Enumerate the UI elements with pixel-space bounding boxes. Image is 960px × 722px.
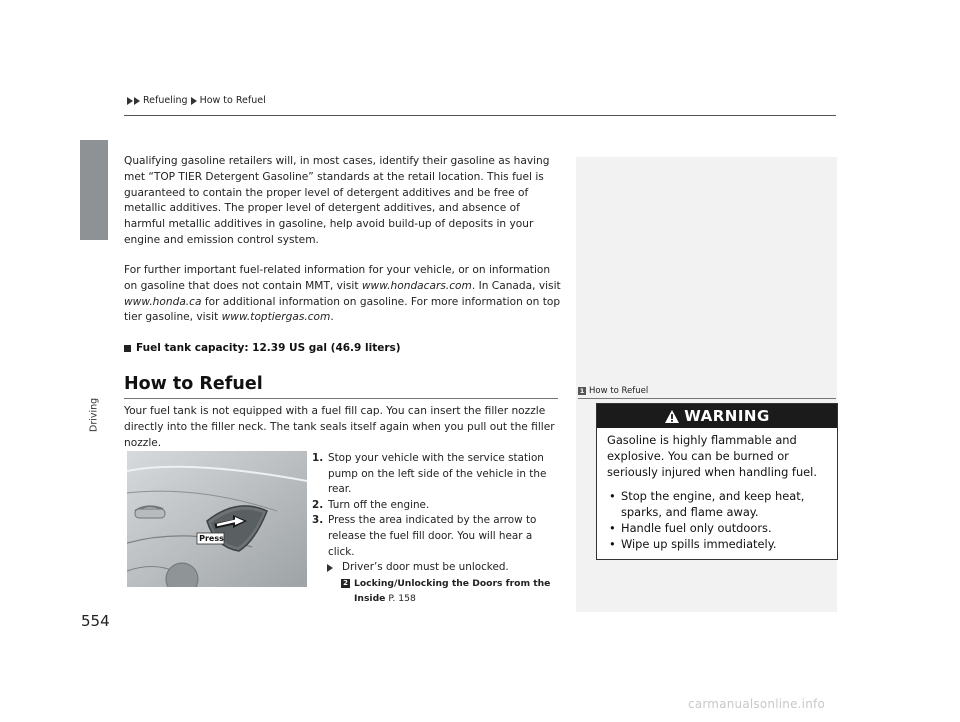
breadcrumb <box>124 95 266 106</box>
info-text: . <box>330 311 334 324</box>
step-text: Turn off the engine. <box>328 498 430 511</box>
cross-reference-title[interactable]: Locking/Unlocking the Doors from the Inside <box>354 577 551 604</box>
refuel-steps <box>312 451 558 606</box>
list-item: • Wipe up spills immediately. <box>607 536 832 552</box>
page-number: 554 <box>81 612 110 630</box>
step-note <box>312 560 558 576</box>
warning-header <box>597 404 837 428</box>
warning-body <box>607 432 832 552</box>
warning-list <box>607 488 832 552</box>
warning-box <box>596 403 838 560</box>
info-paragraph <box>124 263 564 326</box>
info-text: For further important fuel-related information for your vehicle, or on information on gasoline that does not contain MMT, visit <box>124 264 551 292</box>
breadcrumb-section: Refueling <box>143 95 188 106</box>
link-hondacars[interactable]: www.hondacars.com <box>361 279 472 292</box>
cross-reference[interactable] <box>312 576 558 606</box>
header-rule <box>124 115 836 116</box>
warning-triangle-icon <box>664 409 680 424</box>
info-text: . In Canada, visit <box>471 279 561 292</box>
car-rear-quarter-icon <box>127 451 307 587</box>
breadcrumb-arrow-icon <box>127 97 133 105</box>
fuel-capacity-text: Fuel tank capacity: 12.39 US gal (46.9 liters) <box>136 342 401 354</box>
list-item <box>312 513 558 560</box>
fuel-capacity-heading <box>124 342 401 354</box>
section-rule <box>124 398 558 399</box>
list-item: • Stop the engine, and keep heat, sparks, and flame away. <box>607 488 832 520</box>
note-arrow-icon <box>327 564 333 572</box>
warning-heading: WARNING <box>684 407 770 425</box>
reference-tag-text: How to Refuel <box>589 386 649 396</box>
info-text: for additional information on gasoline. For more information on top tier gasoline, visit <box>124 295 561 324</box>
breadcrumb-subsection: How to Refuel <box>199 95 266 106</box>
link-honda-ca[interactable]: www.honda.ca <box>124 295 202 308</box>
step-number: 3. <box>312 514 324 527</box>
press-label: Press <box>199 534 224 543</box>
reference-rule <box>578 398 836 399</box>
breadcrumb-arrow-icon <box>191 97 197 105</box>
chapter-label: Driving <box>88 397 100 433</box>
intro-paragraph: Qualifying gasoline retailers will, in most cases, identify their gasoline as having met “TOP TIER Detergent Gasoline” standards at the retail location. This fuel is guaranteed to contain the proper level of detergent additives and be free of metallic additives. The proper level of detergent additives, and absence of harmful metallic additives in gasoline, help avoid build-up of deposits in your engine and emission control system. <box>124 155 550 246</box>
breadcrumb-arrow-icon <box>134 97 140 105</box>
fuel-door-illustration <box>127 451 307 587</box>
cross-reference-page: P. 158 <box>388 592 416 604</box>
warning-text: Gasoline is highly flammable and explosive. You can be burned or seriously injured when handling fuel. <box>607 433 817 479</box>
step-text: Press the area indicated by the arrow to release the fuel fill door. You will hear a click. <box>328 514 537 558</box>
step-number: 2. <box>312 498 324 511</box>
reference-marker-icon: 1 <box>579 387 585 395</box>
reference-marker-icon: 2 <box>341 579 350 588</box>
square-bullet-icon <box>124 345 131 352</box>
step-text: Stop your vehicle with the service station pump on the left side of the vehicle in the rear. <box>328 452 547 496</box>
link-toptiergas[interactable]: www.toptiergas.com <box>221 311 331 324</box>
list-item: • Handle fuel only outdoors. <box>607 520 832 536</box>
section-intro: Your fuel tank is not equipped with a fuel fill cap. You can insert the filler nozzle directly into the filler neck. The tank seals itself again when you pull out the filler nozzle. <box>124 405 555 449</box>
watermark: carmanualsonline.info <box>688 697 825 711</box>
step-number: 1. <box>312 452 324 464</box>
section-heading: How to Refuel <box>124 374 263 394</box>
list-item <box>312 451 558 498</box>
step-note-text: Driver’s door must be unlocked. <box>342 561 509 574</box>
list-item <box>312 498 558 514</box>
chapter-tab <box>80 140 108 240</box>
reference-tag <box>578 386 648 396</box>
